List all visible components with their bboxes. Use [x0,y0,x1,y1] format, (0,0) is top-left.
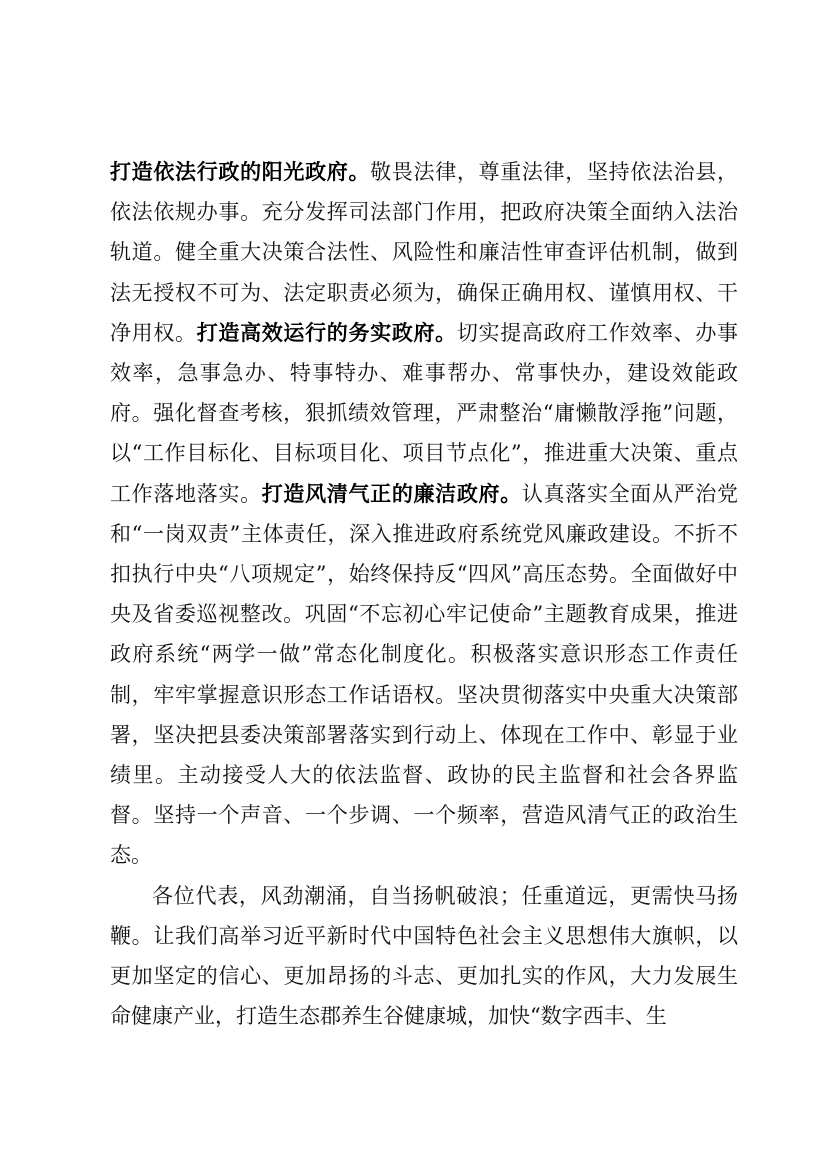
text-closing-address: 各位代表，风劲潮涌，自当扬帆破浪；任重道远，更需快马扬鞭。让我们高举习近平新时代中国特色社会主义思想伟大旗帜，以更加坚定的信心、更加昂扬的斗志、更加扎实的作风，大力发展生命健康产业，打造生态郡养生谷健康城，加快“数字西丰、生 [110,883,738,1029]
heading-efficient-government: 打造高效运行的务实政府。 [196,319,457,345]
heading-sunshine-government: 打造依法行政的阳光政府。 [110,159,371,184]
document-body [110,152,738,1036]
heading-clean-government: 打造风清气正的廉洁政府。 [261,480,522,506]
paragraph-closing-address [110,876,738,1037]
text-efficient-government: 切实提高政府工作效率、办事效率，急事急办、特事特办、难事帮办、常事快办，建设效能政府。强化督查考核，狠抓绩效管理，严肃整治“庸懒散浮拖”问题，以“工作目标化、目标项目化、项目节点化”，推进重大决策、重点工作落地落实。 [110,320,739,506]
text-sunshine-government: 敬畏法律，尊重法律，坚持依法治县，依法依规办事。充分发挥司法部门作用，把政府决策全面纳入法治轨道。健全重大决策合法性、风险性和廉洁性审查评估机制，做到法无授权不可为、法定职责必须为，确保正确用权、谨慎用权、干净用权。 [110,160,739,345]
paragraph-government-building [110,152,738,876]
text-clean-government: 认真落实全面从严治党和“一岗双责”主体责任，深入推进政府系统党风廉政建设。不折不扣执行中央“八项规定”，始终保持反“四风”高压态势。全面做好中央及省委巡视整改。巩固“不忘初心牢记使命”主题教育成果，推进政府系统“两学一做”常态化制度化。积极落实意识形态工作责任制，牢牢掌握意识形态工作话语权。坚决贯彻落实中央重大决策部署，坚决把县委决策部署落实到行动上、体现在工作中、彰显于业绩里。主动接受人大的依法监督、政协的民主监督和社会各界监督。坚持一个声音、一个步调、一个频率，营造风清气正的政治生态。 [110,481,739,868]
